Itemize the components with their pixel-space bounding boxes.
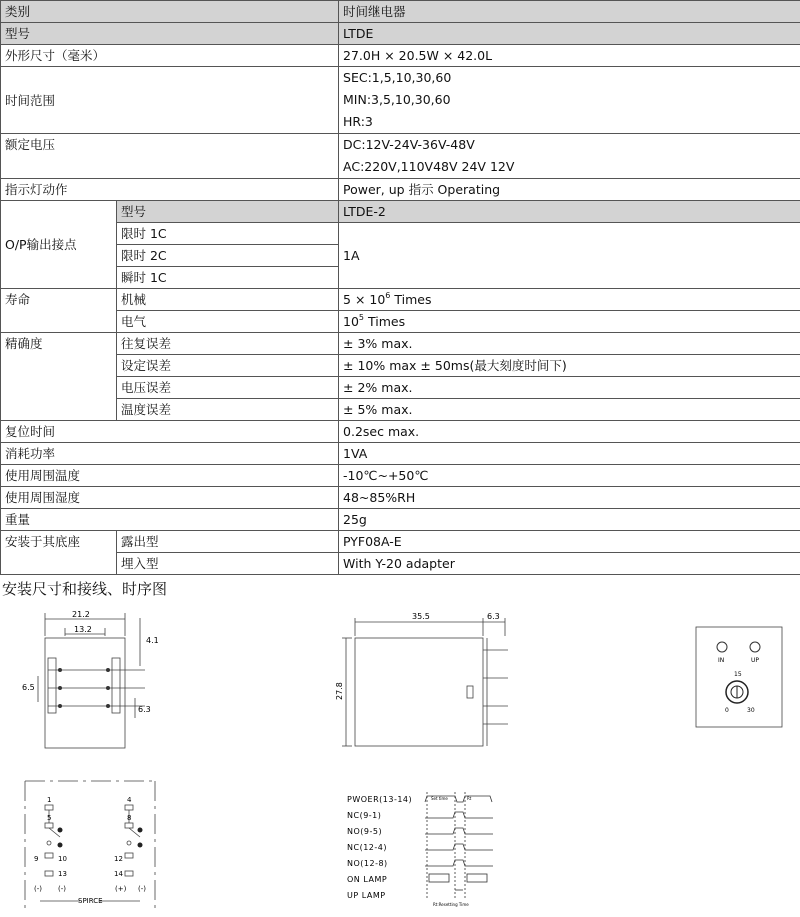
dim-27-8: 27.8: [335, 682, 344, 700]
life-elec-value: $10^5$ Times: [339, 311, 800, 333]
terminal-9: 9: [34, 855, 39, 863]
dimensions-value: 27.0H × 20.5W × 42.0L: [339, 45, 800, 67]
wiring-diagram: [20, 775, 160, 917]
indicator-row: [1, 179, 800, 201]
rated-voltage-label: 额定电压: [1, 134, 339, 179]
time-range-row: [1, 67, 800, 134]
terminal-12: 12: [114, 855, 123, 863]
output-row-value: 1A: [339, 223, 800, 289]
dim-35-5: 35.5: [412, 612, 430, 621]
timing-row-label: NC(9-1): [347, 811, 382, 820]
terminal-1: 1: [47, 796, 52, 804]
dim-4-1: 4.1: [146, 636, 159, 645]
terminal-4: 4: [127, 796, 132, 804]
label-in: IN: [718, 657, 725, 664]
power-label: 消耗功率: [1, 443, 339, 465]
polarity-3: (+): [115, 885, 127, 893]
face-panel-drawing: [695, 626, 785, 730]
timing-row-label: NO(12-8): [347, 859, 388, 868]
socket-label: 安装于其底座: [1, 531, 117, 575]
header-row: [1, 1, 800, 23]
model-value: LTDE: [339, 23, 800, 45]
socket-type-label: 露出型: [117, 531, 339, 553]
model-row: [1, 23, 800, 45]
polarity-2: (-): [58, 885, 66, 893]
dim-21-2: 21.2: [72, 610, 90, 619]
dim-6-5: 6.5: [22, 683, 35, 692]
time-range-label: 时间范围: [1, 67, 339, 134]
socket-row-2: [1, 553, 800, 575]
socket-row-1: [1, 531, 800, 553]
terminal-14: 14: [114, 870, 123, 878]
indicator-label: 指示灯动作: [1, 179, 339, 201]
accuracy-row-2: [1, 355, 800, 377]
accuracy-label: 精确度: [1, 333, 117, 421]
rated-voltage-dc: DC:12V-24V-36V-48V: [343, 137, 475, 152]
time-range-min: MIN:3,5,10,30,60: [343, 92, 451, 107]
ambient-humidity-value: 48~85%RH: [339, 487, 800, 509]
output-row-label: 限时 1C: [117, 223, 339, 245]
socket-type-value: With Y-20 adapter: [339, 553, 800, 575]
up-lamp-icon: [750, 642, 760, 652]
accuracy-item-value: ± 10% max ± 50ms(最大刻度时间下): [339, 355, 800, 377]
section-title: 安装尺寸和接线、时序图: [2, 580, 168, 598]
polarity-4: (-): [138, 885, 146, 893]
accuracy-item-value: ± 5% max.: [339, 399, 800, 421]
ambient-humidity-row: [1, 487, 800, 509]
weight-label: 重量: [1, 509, 339, 531]
ambient-temp-row: [1, 465, 800, 487]
accuracy-item-label: 往复误差: [117, 333, 339, 355]
life-label: 寿命: [1, 289, 117, 333]
dim-6-3: 6.3: [138, 705, 151, 714]
reset-time-value: 0.2sec max.: [339, 421, 800, 443]
dim-6-3-pin: 6.3: [487, 612, 500, 621]
life-elec-label: 电气: [117, 311, 339, 333]
output-sub-model-value: LTDE-2: [339, 201, 800, 223]
accuracy-row-1: [1, 333, 800, 355]
timing-row-label: UP LAMP: [347, 891, 386, 900]
side-outline-drawing: [330, 608, 520, 753]
category-value: 时间继电器: [339, 1, 800, 23]
output-model-row: [1, 201, 800, 223]
front-outline-drawing: [20, 608, 170, 753]
power-row: [1, 443, 800, 465]
time-range-sec: SEC:1,5,10,30,60: [343, 70, 452, 85]
wiring-caption: SPIRCE: [78, 897, 103, 905]
ambient-temp-value: -10℃~+50℃: [339, 465, 800, 487]
weight-value: 25g: [339, 509, 800, 531]
terminal-8: 8: [127, 814, 132, 822]
dim-13-2: 13.2: [74, 625, 92, 634]
rated-voltage-ac: AC:220V,110V48V 24V 12V: [343, 159, 515, 174]
ambient-humidity-label: 使用周围湿度: [1, 487, 339, 509]
accuracy-row-3: [1, 377, 800, 399]
timing-row-label: PWOER(13-14): [347, 795, 413, 804]
output-row-1: [1, 223, 800, 245]
accuracy-item-label: 电压误差: [117, 377, 339, 399]
dimensions-row: [1, 45, 800, 67]
life-mech-row: [1, 289, 800, 311]
indicator-value: Power, up 指示 Operating: [339, 179, 800, 201]
model-label: 型号: [1, 23, 339, 45]
dimensions-label: 外形尺寸（毫米）: [1, 45, 339, 67]
power-value: 1VA: [339, 443, 800, 465]
dial-label-0: 0: [725, 707, 729, 714]
accuracy-item-value: ± 3% max.: [339, 333, 800, 355]
timing-set-time: Set time: [431, 796, 448, 801]
life-mech-value: $5 \times 10^6$ Times: [339, 289, 800, 311]
in-lamp-icon: [717, 642, 727, 652]
output-sub-model-label: 型号: [117, 201, 339, 223]
output-row-label: 限时 2C: [117, 245, 339, 267]
rated-voltage-row: [1, 134, 800, 179]
dial-label-15: 15: [734, 671, 742, 678]
reset-time-label: 复位时间: [1, 421, 339, 443]
timing-chart: [345, 790, 505, 910]
accuracy-item-value: ± 2% max.: [339, 377, 800, 399]
output-label: O/P输出接点: [1, 201, 117, 289]
life-elec-row: [1, 311, 800, 333]
socket-type-label: 埋入型: [117, 553, 339, 575]
output-row-label: 瞬时 1C: [117, 267, 339, 289]
time-range-hr: HR:3: [343, 114, 373, 129]
accuracy-item-label: 温度误差: [117, 399, 339, 421]
time-range-values: [339, 67, 800, 134]
reset-time-row: [1, 421, 800, 443]
terminal-13: 13: [58, 870, 67, 878]
dial-label-30: 30: [747, 707, 755, 714]
timing-row-label: NC(12-4): [347, 843, 387, 852]
ambient-temp-label: 使用周围温度: [1, 465, 339, 487]
rated-voltage-values: [339, 134, 800, 179]
accuracy-row-4: [1, 399, 800, 421]
timing-row-label: ON LAMP: [347, 875, 388, 884]
life-mech-label: 机械: [117, 289, 339, 311]
category-label: 类别: [1, 1, 339, 23]
timing-rt: Rt: [467, 796, 472, 801]
socket-type-value: PYF08A-E: [339, 531, 800, 553]
accuracy-item-label: 设定误差: [117, 355, 339, 377]
terminal-5: 5: [47, 814, 52, 822]
polarity-1: (-): [34, 885, 42, 893]
label-up: UP: [751, 657, 760, 664]
timing-row-label: NO(9-5): [347, 827, 383, 836]
terminal-10: 10: [58, 855, 67, 863]
timing-footer: Rt:Resetting Time: [433, 902, 469, 907]
weight-row: [1, 509, 800, 531]
